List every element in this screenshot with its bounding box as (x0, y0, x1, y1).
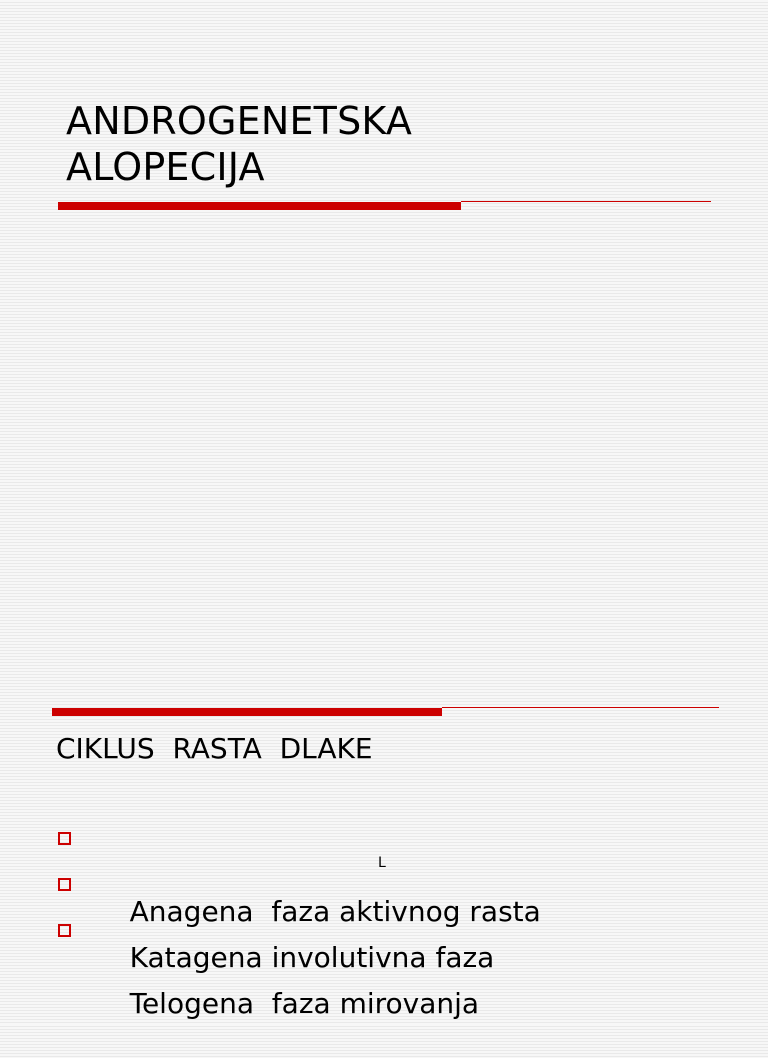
hollow-square-icon (58, 878, 71, 891)
bullet-list (58, 822, 541, 1020)
section-divider-thick (52, 708, 442, 716)
section-heading: CIKLUS RASTA DLAKE (56, 732, 373, 765)
list-item-text: Telogena faza mirovanja (129, 987, 480, 1020)
list-item (58, 914, 541, 1020)
slide-title-line-1: ANDROGENETSKA (66, 99, 413, 143)
stray-mark: L (378, 855, 386, 871)
slide-title (66, 98, 412, 190)
title-underline-thick (58, 202, 461, 210)
section-divider-thin (442, 707, 719, 708)
list-item-text: Anagena faza aktivnog rasta (129, 895, 541, 928)
title-underline-thin (461, 201, 711, 202)
list-item (58, 822, 541, 928)
slide-title-line-2: ALOPECIJA (66, 145, 265, 189)
hollow-square-icon (58, 832, 71, 845)
list-item (58, 868, 541, 974)
hollow-square-icon (58, 924, 71, 937)
list-item-text: Katagena involutivna faza (129, 941, 495, 974)
